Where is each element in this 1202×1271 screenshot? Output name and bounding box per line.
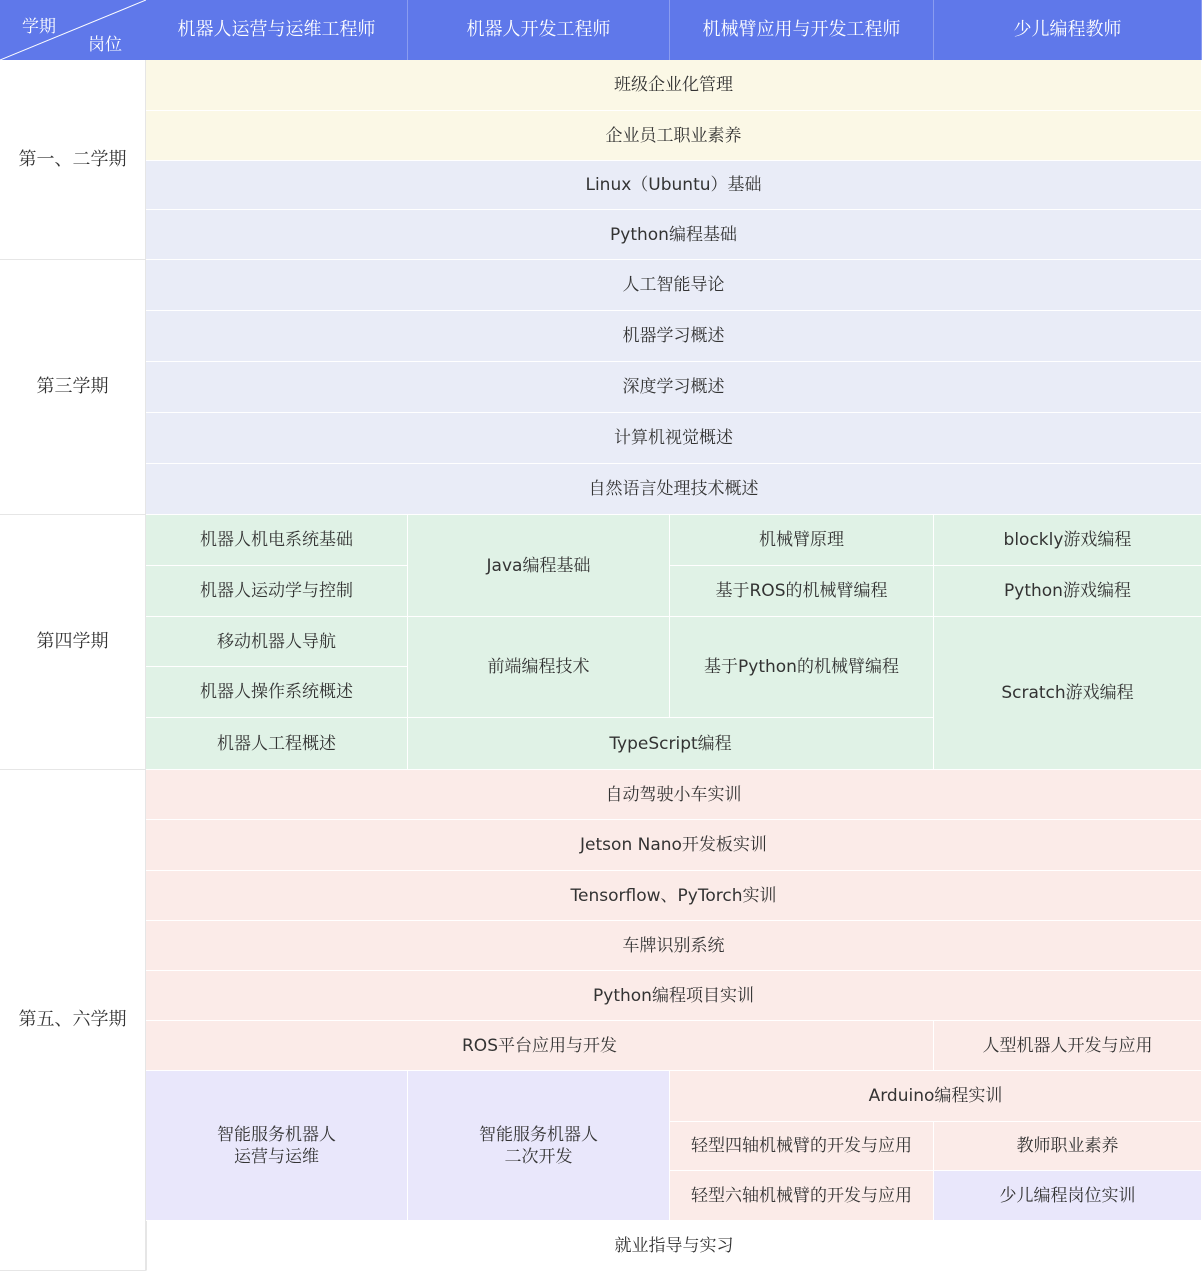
- course-cell: 基于ROS的机械臂编程: [670, 566, 934, 617]
- course-cell: 自动驾驶小车实训: [146, 770, 1202, 820]
- course-cell: Python编程基础: [146, 210, 1202, 260]
- term-label: 第一、二学期: [0, 60, 146, 260]
- course-cell: Python编程项目实训: [146, 971, 1202, 1021]
- course-cell: 就业指导与实习: [146, 1221, 1202, 1271]
- course-cell: 机器学习概述: [146, 311, 1202, 362]
- course-cell: 自然语言处理技术概述: [146, 464, 1202, 515]
- course-cell: 人型机器人开发与应用: [934, 1021, 1202, 1071]
- course-cell: 机器人操作系统概述: [146, 667, 408, 718]
- column-header: 少儿编程教师: [934, 0, 1202, 60]
- course-cell: 少儿编程岗位实训: [934, 1171, 1202, 1221]
- course-cell: 智能服务机器人 二次开发: [408, 1071, 670, 1221]
- course-cell: 车牌识别系统: [146, 921, 1202, 971]
- corner-term-label: 学期: [22, 17, 56, 37]
- course-cell: 计算机视觉概述: [146, 413, 1202, 464]
- course-cell: Arduino编程实训: [670, 1071, 1202, 1122]
- course-cell: blockly游戏编程: [934, 515, 1202, 566]
- column-header: 机械臂应用与开发工程师: [670, 0, 934, 60]
- course-cell: ROS平台应用与开发: [146, 1021, 934, 1071]
- course-cell: Linux（Ubuntu）基础: [146, 161, 1202, 210]
- course-cell: 轻型四轴机械臂的开发与应用: [670, 1122, 934, 1171]
- course-cell: 人工智能导论: [146, 260, 1202, 311]
- course-cell: 前端编程技术: [408, 617, 670, 718]
- term-label: 第三学期: [0, 260, 146, 515]
- course-cell: Python游戏编程: [934, 566, 1202, 617]
- course-cell: 教师职业素养: [934, 1122, 1202, 1171]
- course-cell: 移动机器人导航: [146, 617, 408, 667]
- term-label: 第四学期: [0, 515, 146, 770]
- course-cell: Tensorflow、PyTorch实训: [146, 871, 1202, 921]
- course-cell: 班级企业化管理: [146, 60, 1202, 111]
- course-cell: 基于Python的机械臂编程: [670, 617, 934, 718]
- course-cell: Scratch游戏编程: [934, 617, 1202, 770]
- course-cell: 轻型六轴机械臂的开发与应用: [670, 1171, 934, 1221]
- course-cell: 机械臂原理: [670, 515, 934, 566]
- corner-position-label: 岗位: [88, 35, 122, 55]
- column-header: 机器人开发工程师: [408, 0, 670, 60]
- term-label: 第五、六学期: [0, 770, 146, 1271]
- course-cell: 机器人工程概述: [146, 718, 408, 770]
- course-cell: 深度学习概述: [146, 362, 1202, 413]
- course-cell: Jetson Nano开发板实训: [146, 820, 1202, 871]
- corner-header: [0, 0, 146, 60]
- course-cell: Java编程基础: [408, 515, 670, 617]
- course-cell: 机器人机电系统基础: [146, 515, 408, 566]
- course-cell: 智能服务机器人 运营与运维: [146, 1071, 408, 1221]
- column-header: 机器人运营与运维工程师: [146, 0, 408, 60]
- course-cell: 企业员工职业素养: [146, 111, 1202, 161]
- course-cell: 机器人运动学与控制: [146, 566, 408, 617]
- course-cell: TypeScript编程: [408, 718, 934, 770]
